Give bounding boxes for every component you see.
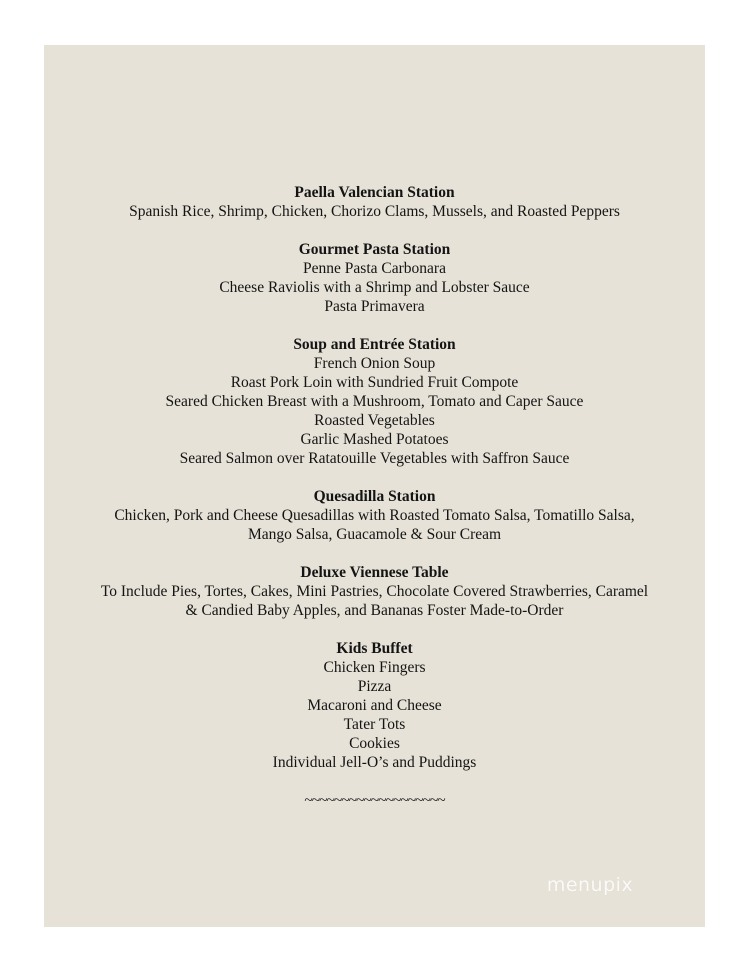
menu-item: Roasted Vegetables: [314, 412, 435, 429]
menu-item: Individual Jell-O’s and Puddings: [272, 754, 477, 771]
menu-item: Chicken Fingers: [323, 659, 426, 676]
menu-item: Cookies: [349, 735, 400, 752]
menu-page: [44, 45, 705, 927]
menu-item: & Candied Baby Apples, and Bananas Foster Made-to-Order: [185, 602, 564, 619]
menu-item: Macaroni and Cheese: [307, 697, 442, 714]
section-quesadilla: [44, 487, 705, 544]
menupix-watermark: menupix: [546, 874, 634, 896]
section-title: Gourmet Pasta Station: [298, 241, 451, 258]
section-title: Deluxe Viennese Table: [300, 564, 449, 581]
menu-item: Mango Salsa, Guacamole & Sour Cream: [247, 526, 502, 543]
menu-item: Cheese Raviolis with a Shrimp and Lobster Sauce: [219, 279, 530, 296]
menu-item: Penne Pasta Carbonara: [303, 260, 446, 277]
menu-item: Spanish Rice, Shrimp, Chicken, Chorizo Clams, Mussels, and Roasted Peppers: [129, 203, 620, 220]
section-pasta: [44, 240, 705, 316]
section-kids-buffet: [44, 639, 705, 772]
section-viennese: [44, 563, 705, 620]
menu-item: French Onion Soup: [313, 355, 436, 372]
menu-item: Pasta Primavera: [324, 298, 425, 315]
section-paella: [44, 183, 705, 221]
menu-content: [44, 183, 705, 810]
menu-item: Garlic Mashed Potatoes: [300, 431, 449, 448]
menu-item: Roast Pork Loin with Sundried Fruit Compote: [230, 374, 519, 391]
section-title: Quesadilla Station: [313, 488, 436, 505]
section-title: Kids Buffet: [336, 640, 413, 657]
menu-item: Seared Chicken Breast with a Mushroom, Tomato and Caper Sauce: [165, 393, 584, 410]
menu-item: Seared Salmon over Ratatouille Vegetables with Saffron Sauce: [179, 450, 570, 467]
tilde-divider: ~~~~~~~~~~~~~~~~~~~: [304, 792, 445, 809]
menu-item: To Include Pies, Tortes, Cakes, Mini Pastries, Chocolate Covered Strawberries, Caramel: [100, 583, 649, 600]
section-soup-entree: [44, 335, 705, 468]
menu-item: Pizza: [357, 678, 392, 695]
section-title: Paella Valencian Station: [294, 184, 455, 201]
section-title: Soup and Entrée Station: [293, 336, 456, 353]
menu-item: Chicken, Pork and Cheese Quesadillas with Roasted Tomato Salsa, Tomatillo Salsa,: [114, 507, 635, 524]
menu-item: Tater Tots: [343, 716, 406, 733]
